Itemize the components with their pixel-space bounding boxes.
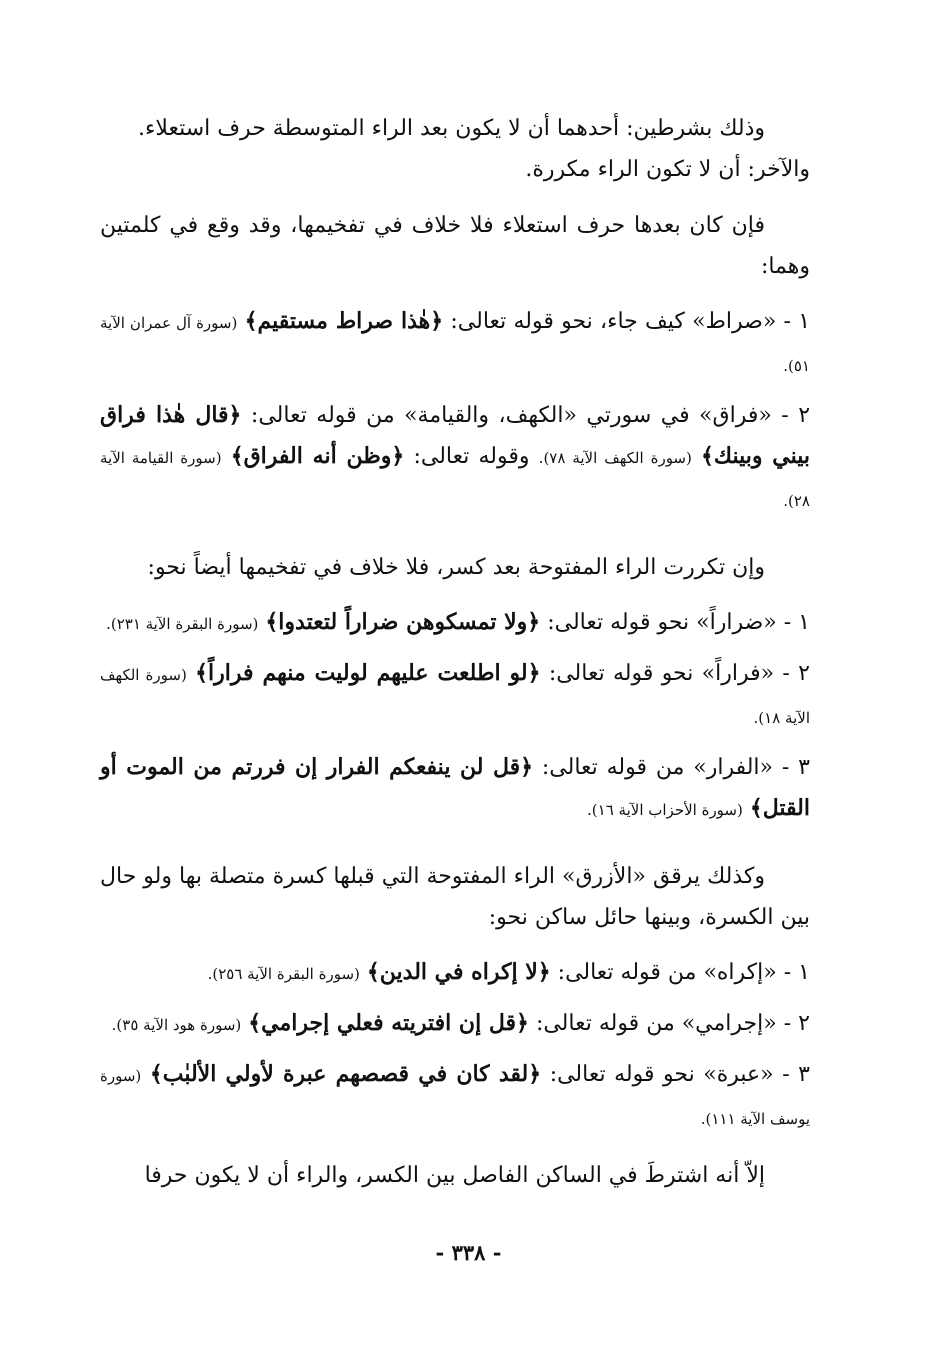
list-istila-words [100,301,810,522]
quran-verse: ﴿وظن أنه الفراق﴾ [230,443,405,469]
verse-reference: (سورة الكهف الآية ٧٨). [538,449,692,467]
list-item: ٣ - «الفرار» من قوله تعالى: ﴿قل لن ينفعكم الفرار إن فررتم من الموت أو القتل﴾ (سورة الأحزاب الآية ١٦). [100,754,810,821]
verse-reference: (سورة يوسف الآية ١١١). [100,1067,810,1128]
verse-reference: (سورة البقرة الآية ٢٥٦). [207,965,360,983]
list-item: ٢ - «إجرامي» من قوله تعالى: ﴿قل إن افتريته فعلي إجرامي﴾ (سورة هود الآية ٣٥). [111,1010,810,1036]
quran-verse: ﴿قل إن افتريته فعلي إجرامي﴾ [248,1010,529,1036]
list-item: ٢ - «فراق» في سورتي «الكهف، والقيامة» من قوله تعالى: ﴿قال هٰذا فراق بيني وبينك﴾ (سورة الكهف الآية ٧٨). وقوله تعالى: ﴿وظن أنه الفراق﴾ (سورة القيامة الآية ٢٨). [100,402,811,510]
quran-verse: ﴿لو اطلعت عليهم لوليت منهم فراراً﴾ [195,660,541,686]
verse-reference: (سورة القيامة الآية ٢٨). [100,449,810,510]
list-item: ١ - «صراط» كيف جاء، نحو قوله تعالى: ﴿هٰذا صراط مستقيم﴾ (سورة آل عمران الآية ٥١). [100,308,811,375]
verse-reference: (سورة الأحزاب الآية ١٦). [587,801,743,819]
quran-verse: ﴿لقد كان في قصصهم عبرة لأولي الألبٰب﴾ [149,1061,542,1087]
quran-verse: ﴿هٰذا صراط مستقيم﴾ [244,308,444,334]
paragraph-repeated-ra: وإن تكررت الراء المفتوحة بعد كسر، فلا خلاف في تفخيمها أيضاً نحو: [147,555,765,580]
list-repeated-ra [100,602,810,831]
quran-verse: ﴿ولا تمسكوهن ضراراً لتعتدوا﴾ [265,609,541,635]
condition-line-1: وذلك بشرطين: أحدهما أن لا يكون بعد الراء المتوسطة حرف استعلاء. [138,116,765,141]
paragraph-istila: فإن كان بعدها حرف استعلاء فلا خلاف في تفخيمها، وقد وقع في كلمتين وهما: [100,213,810,279]
verse-reference: (سورة آل عمران الآية ٥١). [100,314,810,375]
paragraph-conditions [100,108,810,190]
paragraph-exception: إلاّ أنه اشترطَ في الساكن الفاصل بين الكسر، والراء أن لا يكون حرفا [144,1163,765,1188]
list-item: ٣ - «عبرة» نحو قوله تعالى: ﴿لقد كان في قصصهم عبرة لأولي الألبٰب﴾ (سورة يوسف الآية ١١١). [100,1061,810,1128]
list-item: ٢ - «فراراً» نحو قوله تعالى: ﴿لو اطلعت عليهم لوليت منهم فراراً﴾ (سورة الكهف الآية ١٨). [100,660,810,727]
list-azraq [100,952,810,1140]
page-number: - ٣٣٨ - [435,1240,502,1265]
paragraph-azraq: وكذلك يرقق «الأزرق» الراء المفتوحة التي قبلها كسرة متصلة بها ولو حال بين الكسرة، وبينها حائل ساكن نحو: [100,864,810,930]
verse-reference: (سورة البقرة الآية ٢٣١). [106,615,259,633]
quran-verse: ﴿قل لن ينفعكم الفرار إن فررتم من الموت أو القتل﴾ [100,754,810,821]
verse-reference: (سورة الكهف الآية ١٨). [100,666,810,727]
list-item: ١ - «ضراراً» نحو قوله تعالى: ﴿ولا تمسكوهن ضراراً لتعتدوا﴾ (سورة البقرة الآية ٢٣١). [106,609,810,635]
quran-verse: ﴿لا إكراه في الدين﴾ [366,959,551,985]
condition-line-2: والآخر: أن لا تكون الراء مكررة. [525,157,810,182]
verse-reference: (سورة هود الآية ٣٥). [111,1016,242,1034]
page-body [100,108,810,1196]
quran-verse: ﴿قال هٰذا فراق بيني وبينك﴾ [100,402,811,469]
list-item: ١ - «إكراه» من قوله تعالى: ﴿لا إكراه في الدين﴾ (سورة البقرة الآية ٢٥٦). [207,959,810,985]
